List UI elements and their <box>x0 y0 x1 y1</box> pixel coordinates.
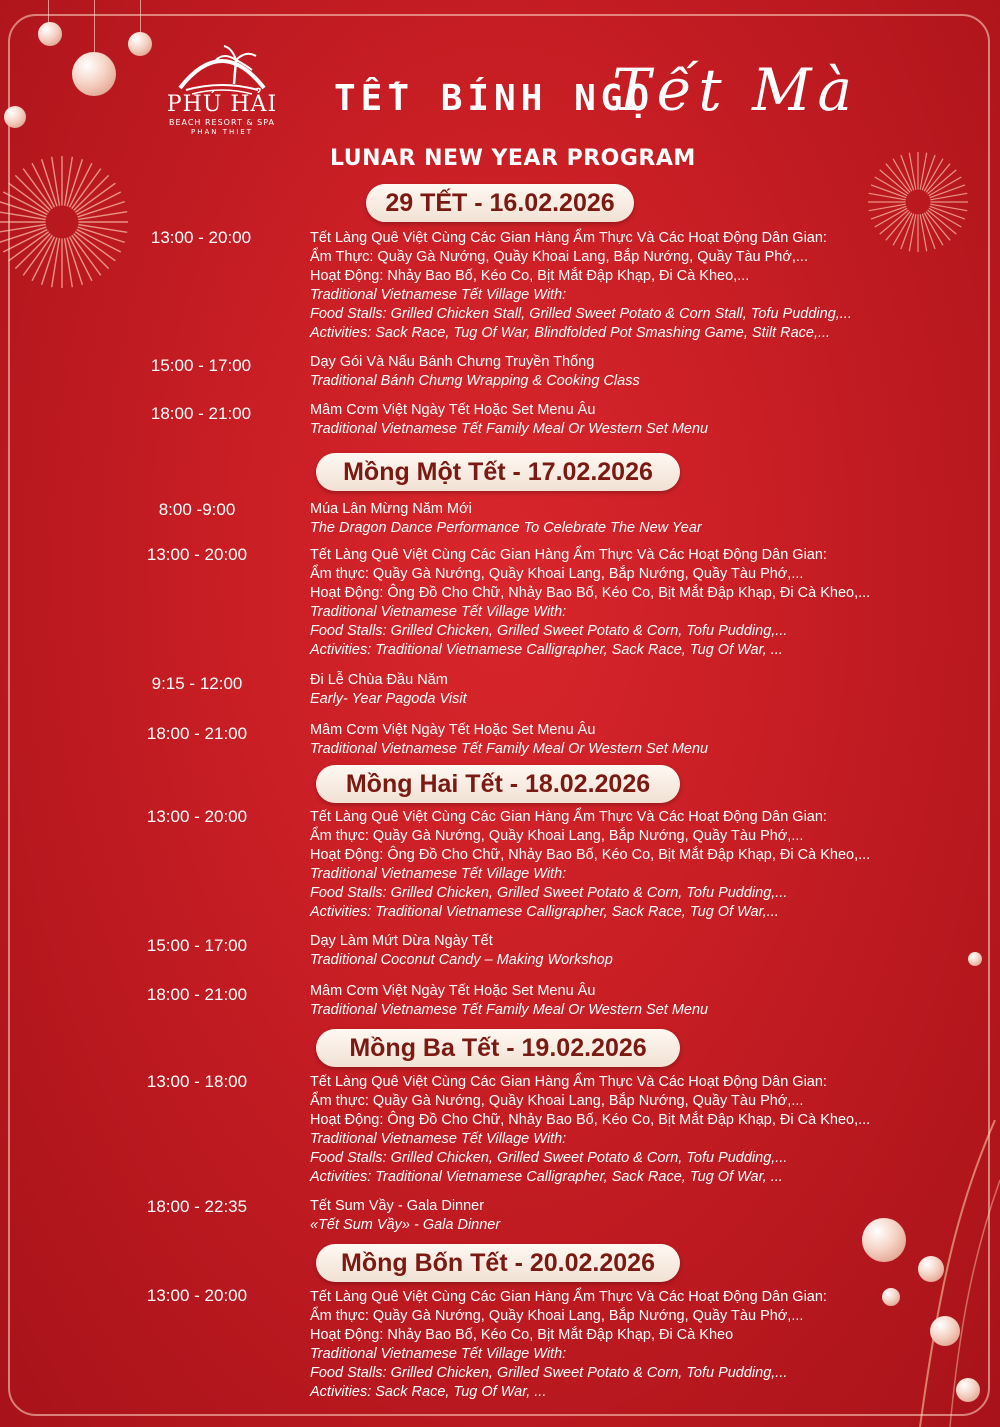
event-line-en: «Tết Sum Vầy» - Gala Dinner <box>310 1217 501 1233</box>
logo-location: PHAN THIET <box>190 128 254 136</box>
event-description <box>310 671 950 709</box>
event-time: 18:00 - 21:00 <box>150 404 252 423</box>
event-time: 9:15 - 12:00 <box>151 674 243 693</box>
script-title: Tết Mà <box>612 56 859 124</box>
event-line: Tết Làng Quê Việt Cùng Các Gian Hàng Ẩm Thực Và Các Hoạt Động Dân Gian: <box>310 809 827 825</box>
event-description <box>310 808 950 922</box>
event-line-en: The Dragon Dance Performance To Celebrate The New Year <box>310 520 702 536</box>
event-line: Tết Làng Quê Việt Cùng Các Gian Hàng Ẩm Thực Và Các Hoạt Động Dân Gian: <box>310 1074 827 1090</box>
logo-name: PHÚ HẢI <box>166 92 278 117</box>
event-line: Mâm Cơm Việt Ngày Tết Hoặc Set Menu Âu <box>310 983 596 999</box>
event-time: 13:00 - 20:00 <box>146 545 248 564</box>
event-time: 13:00 - 18:00 <box>146 1072 248 1091</box>
event-line: Dạy Làm Mứt Dừa Ngày Tết <box>310 933 493 949</box>
event-line-en: Traditional Vietnamese Tết Family Meal Or Western Set Menu <box>310 1002 709 1018</box>
event-time: 18:00 - 21:00 <box>146 724 248 743</box>
ornament-ball <box>968 952 982 966</box>
event-line: Hoạt Động: Ông Đồ Cho Chữ, Nhảy Bao Bố, Kéo Co, Bịt Mắt Đập Khạp, Đi Cà Kheo,... <box>310 847 871 863</box>
ornament-ball <box>4 106 26 128</box>
palm-sun-logo-icon <box>172 40 272 96</box>
ornament-string <box>140 0 141 34</box>
event-line: Tết Làng Quê Việt Cùng Các Gian Hàng Ẩm Thực Và Các Hoạt Động Dân Gian: <box>310 1289 827 1305</box>
event-line: Dạy Gói Và Nấu Bánh Chưng Truyền Thống <box>310 354 595 370</box>
event-time: 18:00 - 22:35 <box>146 1197 248 1216</box>
event-line: Ẩm Thực: Quầy Gà Nướng, Quầy Khoai Lang, Bắp Nướng, Quầy Tàu Phớ,... <box>310 249 808 265</box>
day-heading: Mồng Bốn Tết - 20.02.2026 <box>316 1244 680 1282</box>
event-time: 13:00 - 20:00 <box>150 228 252 247</box>
event-line-en: Traditional Vietnamese Tết Village With: <box>310 1131 567 1147</box>
event-description <box>310 401 950 439</box>
event-line: Hoạt Động: Nhảy Bao Bố, Kéo Co, Bịt Mắt Đập Khạp, Đi Cà Kheo,... <box>310 268 750 284</box>
event-line: Múa Lân Mừng Năm Mới <box>310 501 472 517</box>
event-line-en: Food Stalls: Grilled Chicken, Grilled Sweet Potato & Corn, Tofu Pudding,... <box>310 885 788 901</box>
event-line-en: Activities: Traditional Vietnamese Calligrapher, Sack Race, Tug Of War, ... <box>310 642 783 658</box>
event-time: 8:00 -9:00 <box>158 500 236 519</box>
event-line-en: Early- Year Pagoda Visit <box>310 691 467 707</box>
event-line-en: Activities: Sack Race, Tug Of War, ... <box>310 1384 547 1400</box>
event-line: Ẩm thực: Quầy Gà Nướng, Quầy Khoai Lang, Bắp Nướng, Quầy Tàu Phớ,... <box>310 566 804 582</box>
event-line-en: Food Stalls: Grilled Chicken, Grilled Sweet Potato & Corn, Tofu Pudding,... <box>310 1150 788 1166</box>
event-description <box>310 500 950 538</box>
day-heading: 29 TẾT - 16.02.2026 <box>366 184 634 222</box>
event-line: Mâm Cơm Việt Ngày Tết Hoặc Set Menu Âu <box>310 722 596 738</box>
event-line: Ẩm thực: Quầy Gà Nướng, Quầy Khoai Lang, Bắp Nướng, Quầy Tàu Phớ,... <box>310 1093 804 1109</box>
day-heading: Mồng Một Tết - 17.02.2026 <box>316 453 680 491</box>
event-line-en: Traditional Vietnamese Tết Village With: <box>310 1346 567 1362</box>
event-time: 15:00 - 17:00 <box>146 936 248 955</box>
event-description <box>310 1288 950 1402</box>
page-title: TẾT BÍNH NGỌ <box>334 78 655 119</box>
event-line-en: Traditional Vietnamese Tết Village With: <box>310 866 567 882</box>
event-description <box>310 721 950 759</box>
event-line-en: Food Stalls: Grilled Chicken Stall, Grilled Sweet Potato & Corn Stall, Tofu Pudding,... <box>310 306 852 322</box>
event-line: Ẩm thực: Quầy Gà Nướng, Quầy Khoai Lang, Bắp Nướng, Quầy Tàu Phớ,... <box>310 1308 804 1324</box>
ornament-ball <box>38 22 62 46</box>
event-line-en: Traditional Vietnamese Tết Village With: <box>310 604 567 620</box>
ornament-ball <box>128 32 152 56</box>
event-time: 13:00 - 20:00 <box>146 807 248 826</box>
ornament-ball <box>72 52 116 96</box>
event-time: 15:00 - 17:00 <box>150 356 252 375</box>
program-subtitle: LUNAR NEW YEAR PROGRAM <box>330 146 696 171</box>
event-line-en: Traditional Bánh Chưng Wrapping & Cooking Class <box>310 373 640 389</box>
event-line: Tết Sum Vầy - Gala Dinner <box>310 1198 485 1214</box>
event-line-en: Traditional Coconut Candy – Making Workshop <box>310 952 613 968</box>
event-description <box>310 229 950 343</box>
event-line-en: Traditional Vietnamese Tết Family Meal Or Western Set Menu <box>310 421 709 437</box>
event-line: Tết Làng Quê Việt Cùng Các Gian Hàng Ẩm Thực Và Các Hoạt Động Dân Gian: <box>310 230 827 246</box>
event-line-en: Food Stalls: Grilled Chicken, Grilled Sweet Potato & Corn, Tofu Pudding,... <box>310 623 788 639</box>
event-line: Hoạt Động: Ông Đồ Cho Chữ, Nhảy Bao Bố, Kéo Co, Bịt Mắt Đập Khạp, Đi Cà Kheo,... <box>310 585 871 601</box>
firework-left-icon <box>0 150 140 300</box>
event-description <box>310 982 950 1020</box>
event-description <box>310 546 950 660</box>
event-description <box>310 1073 950 1187</box>
ornament-string <box>94 0 95 52</box>
event-line-en: Activities: Traditional Vietnamese Calligrapher, Sack Race, Tug Of War, ... <box>310 1169 783 1185</box>
event-time: 18:00 - 21:00 <box>146 985 248 1004</box>
day-heading: Mồng Ba Tết - 19.02.2026 <box>316 1029 680 1067</box>
event-line: Hoạt Động: Ông Đồ Cho Chữ, Nhảy Bao Bố, Kéo Co, Bịt Mắt Đập Khạp, Đi Cà Kheo,... <box>310 1112 871 1128</box>
event-line-en: Activities: Sack Race, Tug Of War, Blindfolded Pot Smashing Game, Stilt Race,... <box>310 325 831 341</box>
event-line: Mâm Cơm Việt Ngày Tết Hoặc Set Menu Âu <box>310 402 596 418</box>
ornament-ball <box>918 1256 944 1282</box>
event-line-en: Activities: Traditional Vietnamese Calligrapher, Sack Race, Tug Of War,... <box>310 904 779 920</box>
event-line: Tết Làng Quê Việt Cùng Các Gian Hàng Ẩm Thực Và Các Hoạt Động Dân Gian: <box>310 547 827 563</box>
event-description <box>310 1197 950 1235</box>
resort-logo <box>162 40 282 136</box>
event-line-en: Traditional Vietnamese Tết Village With: <box>310 287 567 303</box>
event-line: Đi Lễ Chùa Đầu Năm <box>310 672 448 688</box>
event-line: Hoạt Động: Nhảy Bao Bố, Kéo Co, Bịt Mắt Đập Khạp, Đi Cà Kheo <box>310 1327 734 1343</box>
event-description <box>310 353 950 391</box>
logo-subtitle: BEACH RESORT & SPA <box>168 118 276 127</box>
event-line-en: Food Stalls: Grilled Chicken, Grilled Sweet Potato & Corn, Tofu Pudding,... <box>310 1365 788 1381</box>
event-line: Ẩm thực: Quầy Gà Nướng, Quầy Khoai Lang, Bắp Nướng, Quầy Tàu Phớ,... <box>310 828 804 844</box>
event-line-en: Traditional Vietnamese Tết Family Meal Or Western Set Menu <box>310 741 709 757</box>
event-time: 13:00 - 20:00 <box>146 1286 248 1305</box>
event-description <box>310 932 950 970</box>
ornament-ball <box>956 1378 980 1402</box>
day-heading: Mồng Hai Tết - 18.02.2026 <box>316 765 680 803</box>
